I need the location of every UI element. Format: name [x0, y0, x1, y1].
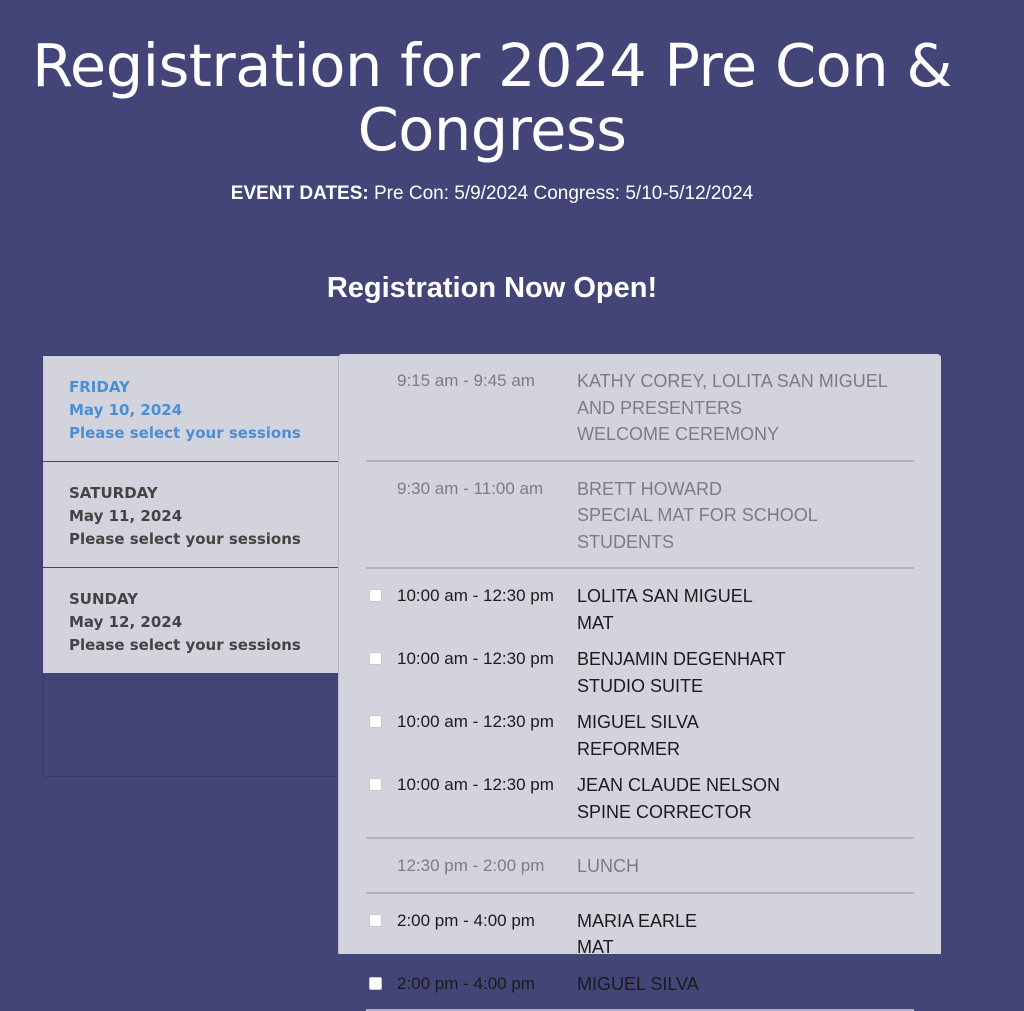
session-time: 10:00 am - 12:30 pm [397, 709, 577, 736]
session-group [366, 569, 914, 839]
session-row[interactable] [366, 768, 914, 831]
session-line: BRETT HOWARD [577, 476, 914, 503]
session-checkbox[interactable] [369, 589, 382, 602]
day-tabs [42, 355, 340, 777]
session-checkbox[interactable] [369, 715, 382, 728]
session-line: SPECIAL MAT FOR SCHOOL [577, 502, 914, 529]
session-row[interactable] [366, 967, 914, 1004]
day-tab-weekday: SATURDAY [69, 482, 313, 505]
session-line: SPINE CORRECTOR [577, 799, 914, 826]
session-description [577, 583, 914, 636]
session-row [366, 849, 914, 886]
checkbox-cell [366, 476, 397, 482]
day-tab-date: May 11, 2024 [69, 505, 313, 528]
day-tab-prompt: Please select your sessions [69, 528, 313, 551]
session-row[interactable] [366, 705, 914, 768]
sessions-panel [338, 354, 941, 954]
event-dates [0, 183, 984, 205]
session-time: 9:30 am - 11:00 am [397, 476, 577, 503]
session-checkbox[interactable] [369, 914, 382, 927]
session-description [577, 709, 914, 762]
session-row [366, 472, 914, 562]
session-checkbox[interactable] [369, 778, 382, 791]
session-description [577, 908, 914, 961]
page-title-text: Registration for 2024 Pre Con & Congress [32, 31, 952, 164]
session-line: REFORMER [577, 736, 914, 763]
session-checkbox[interactable] [369, 652, 382, 665]
session-time: 9:15 am - 9:45 am [397, 368, 577, 395]
session-time: 2:00 pm - 4:00 pm [397, 908, 577, 935]
session-line: MARIA EARLE [577, 908, 914, 935]
session-line: LOLITA SAN MIGUEL [577, 583, 914, 610]
session-description [577, 772, 914, 825]
page-title [0, 34, 984, 162]
day-tab-prompt: Please select your sessions [69, 634, 313, 657]
session-group [366, 354, 914, 462]
checkbox-cell [366, 908, 397, 927]
day-tab-date: May 10, 2024 [69, 399, 313, 422]
event-dates-label: EVENT DATES: [231, 183, 369, 204]
session-description [577, 971, 914, 998]
day-tab-weekday: FRIDAY [69, 376, 313, 399]
session-group [366, 462, 914, 570]
session-line: BENJAMIN DEGENHART [577, 646, 914, 673]
session-description [577, 368, 914, 448]
session-row [366, 364, 914, 454]
session-row[interactable] [366, 642, 914, 705]
checkbox-cell [366, 971, 397, 990]
checkbox-cell [366, 772, 397, 791]
session-line: MIGUEL SILVA [577, 709, 914, 736]
session-line: STUDIO SUITE [577, 673, 914, 700]
session-line: STUDENTS [577, 529, 914, 556]
day-tab-date: May 12, 2024 [69, 611, 313, 634]
session-line: JEAN CLAUDE NELSON [577, 772, 914, 799]
event-dates-value: Pre Con: 5/9/2024 Congress: 5/10-5/12/2024 [374, 183, 753, 204]
session-row[interactable] [366, 579, 914, 642]
registration-open-heading: Registration Now Open! [0, 272, 984, 305]
session-time: 12:30 pm - 2:00 pm [397, 853, 577, 880]
session-description [577, 853, 914, 880]
session-line: KATHY COREY, LOLITA SAN MIGUEL [577, 368, 914, 395]
session-row[interactable] [366, 904, 914, 967]
checkbox-cell [366, 853, 397, 859]
session-time: 10:00 am - 12:30 pm [397, 772, 577, 799]
checkbox-cell [366, 583, 397, 602]
session-line: WELCOME CEREMONY [577, 421, 914, 448]
session-time: 2:00 pm - 4:00 pm [397, 971, 577, 998]
checkbox-cell [366, 646, 397, 665]
day-tab-friday[interactable] [43, 356, 339, 462]
session-line: MIGUEL SILVA [577, 971, 914, 998]
session-line: AND PRESENTERS [577, 395, 914, 422]
day-tab-saturday[interactable] [43, 462, 339, 568]
session-line: LUNCH [577, 853, 914, 880]
session-description [577, 476, 914, 556]
day-tab-weekday: SUNDAY [69, 588, 313, 611]
session-time: 10:00 am - 12:30 pm [397, 646, 577, 673]
checkbox-cell [366, 709, 397, 728]
session-description [577, 646, 914, 699]
session-group [366, 839, 914, 894]
session-group [366, 894, 914, 1011]
session-time: 10:00 am - 12:30 pm [397, 583, 577, 610]
day-tab-prompt: Please select your sessions [69, 422, 313, 445]
session-line: MAT [577, 610, 914, 637]
session-checkbox[interactable] [369, 977, 382, 990]
session-line: MAT [577, 934, 914, 961]
checkbox-cell [366, 368, 397, 374]
day-tab-sunday[interactable] [43, 568, 339, 674]
